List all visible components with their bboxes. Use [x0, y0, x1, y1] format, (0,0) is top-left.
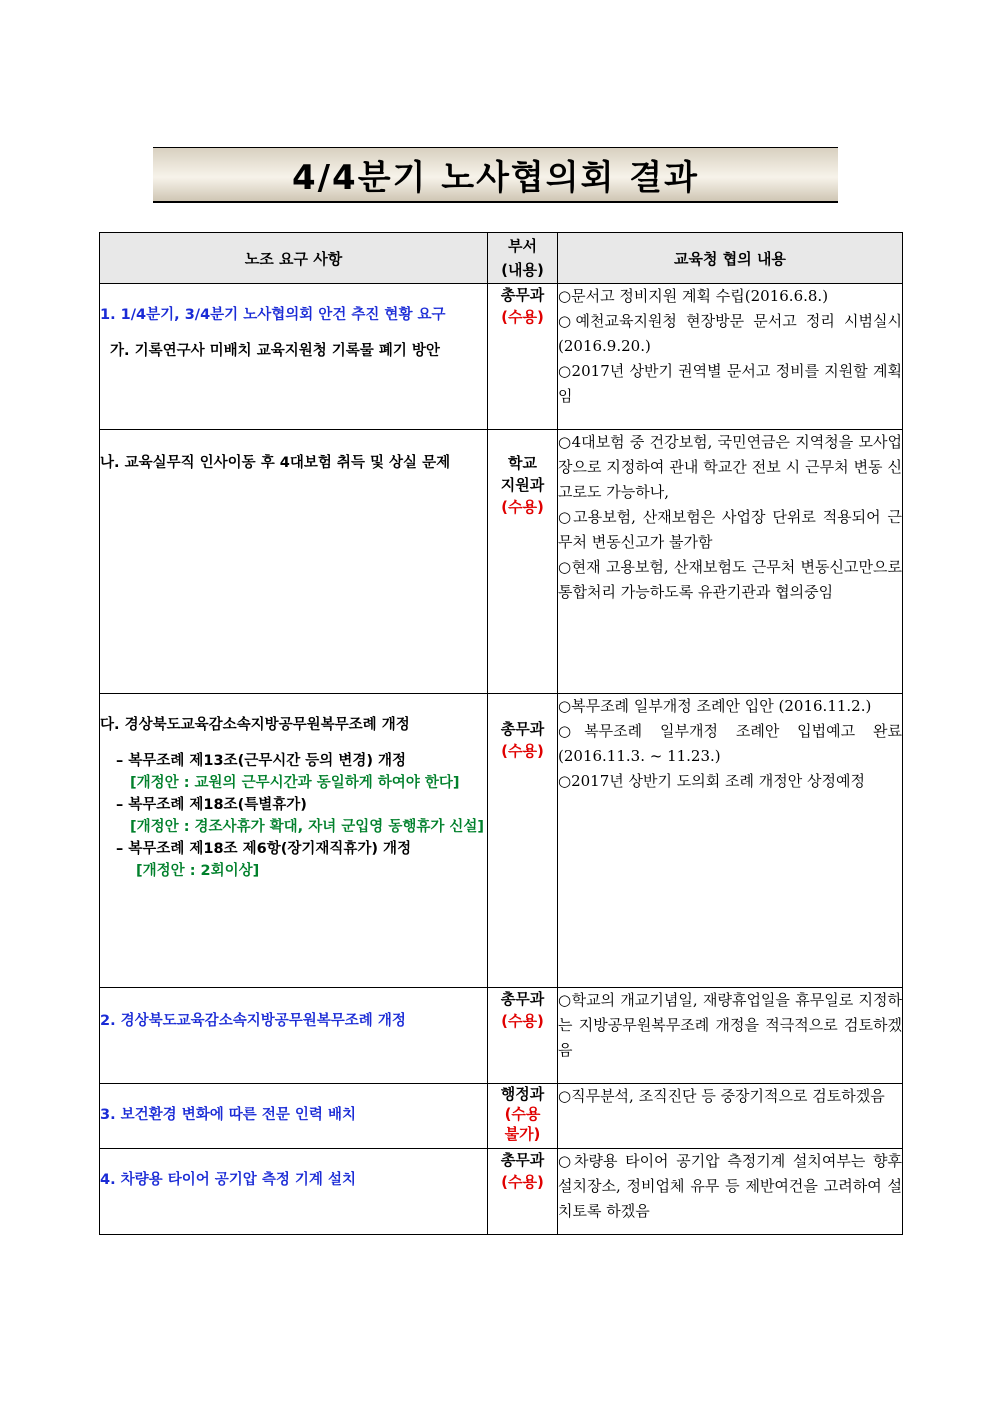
table-row [100, 430, 903, 694]
ordinance-item: – 복무조례 제18조 제6항(장기재직휴가) 개정 [116, 841, 412, 857]
dept-status: (수용) [501, 742, 544, 760]
response-cell [558, 430, 903, 694]
response-cell [558, 1084, 903, 1149]
response-cell [558, 284, 903, 430]
dept-cell [488, 430, 558, 694]
response-item: ○2017년 상반기 도의회 조례 개정안 상정예정 [558, 772, 865, 790]
dept-cell [488, 988, 558, 1084]
title-banner [153, 147, 838, 203]
demand-item: 4. 차량용 타이어 공기압 측정 기계 설치 [100, 1172, 356, 1188]
header-dept-text: 부서 (내용) [501, 237, 544, 279]
response-item: ○복무조례 일부개정 조례안 입법예고 완료(2016.11.3. ~ 11.23.) [558, 722, 902, 765]
demand-cell [100, 1084, 488, 1149]
demand-cell [100, 430, 488, 694]
demand-cell [100, 694, 488, 988]
demand-cell [100, 284, 488, 430]
dept-status: (수용) [501, 498, 544, 516]
demand-cell [100, 988, 488, 1084]
table-row [100, 694, 903, 988]
amendment-note: [개정안 : 교원의 근무시간과 동일하게 하여야 한다] [130, 775, 460, 791]
dept-name: 총무과 [500, 720, 545, 738]
dept-cell [488, 1084, 558, 1149]
demand-sub-item: 가. 기록연구사 미배치 교육지원청 기록물 폐기 방안 [110, 343, 440, 359]
response-item: ○고용보험, 산재보험은 사업장 단위로 적용되어 근무처 변동신고가 불가함 [558, 508, 902, 551]
dept-status: (수용) [501, 1012, 544, 1030]
dept-cell [488, 694, 558, 988]
table-header-row [100, 233, 903, 284]
dept-cell [488, 1149, 558, 1235]
response-item: ○직무분석, 조직진단 등 중장기적으로 검토하겠음 [558, 1087, 885, 1105]
dept-name: 행정과 [500, 1085, 545, 1103]
response-item: ○2017년 상반기 권역별 문서고 정비를 지원할 계획임 [558, 362, 902, 405]
demand-item: 3. 보건환경 변화에 따른 전문 인력 배치 [100, 1107, 356, 1123]
dept-name: 총무과 [500, 286, 545, 304]
table-row [100, 988, 903, 1084]
demand-item: 2. 경상북도교육감소속지방공무원복무조례 개정 [100, 1013, 406, 1029]
header-demand: 노조 요구 사항 [100, 233, 488, 284]
dept-name: 지원과 [500, 476, 545, 494]
dept-status: 불가) [504, 1125, 541, 1143]
response-item: ○예천교육지원청 현장방문 문서고 정리 시범실시 (2016.9.20.) [558, 312, 902, 355]
dept-status: (수용 [504, 1105, 541, 1123]
response-item: ○현재 고용보험, 산재보험도 근무처 변동신고만으로 통합처리 가능하도록 유관기관과 협의중임 [558, 558, 902, 601]
dept-status: (수용) [501, 308, 544, 326]
response-item: ○4대보험 중 건강보험, 국민연금은 지역청을 모사업장으로 지정하여 관내 학교간 전보 시 근무처 변동 신고로도 가능하나, [558, 433, 902, 501]
response-item: ○복무조례 일부개정 조례안 입안 (2016.11.2.) [558, 697, 872, 715]
response-cell [558, 988, 903, 1084]
demand-sub-item: 나. 교육실무직 인사이동 후 4대보험 취득 및 상실 문제 [100, 455, 451, 471]
response-item: ○학교의 개교기념일, 재량휴업일을 휴무일로 지정하는 지방공무원복무조례 개정을 적극적으로 검토하겠음 [558, 991, 902, 1059]
table-row [100, 1149, 903, 1235]
dept-name: 총무과 [500, 990, 545, 1008]
demand-item: 1. 1/4분기, 3/4분기 노사협의회 안건 추진 현황 요구 [100, 307, 446, 323]
table-row [100, 284, 903, 430]
demand-cell [100, 1149, 488, 1235]
response-item: ○차량용 타이어 공기압 측정기계 설치여부는 향후 설치장소, 정비업체 유무 등 제반여건을 고려하여 설치토록 하겠음 [558, 1152, 902, 1220]
amendment-note: [개정안 : 경조사휴가 확대, 자녀 군입영 동행휴가 신설] [130, 819, 485, 835]
ordinance-item: – 복무조례 제18조(특별휴가) [116, 797, 307, 813]
dept-status: (수용) [501, 1173, 544, 1191]
dept-name: 학교 [508, 454, 537, 472]
dept-cell [488, 284, 558, 430]
header-response: 교육청 협의 내용 [558, 233, 903, 284]
table-row [100, 1084, 903, 1149]
response-cell [558, 694, 903, 988]
response-item: ○문서고 정비지원 계획 수립(2016.6.8.) [558, 287, 829, 305]
amendment-note: [개정안 : 2회이상] [136, 863, 260, 879]
dept-name: 총무과 [500, 1151, 545, 1169]
response-cell [558, 1149, 903, 1235]
ordinance-item: – 복무조례 제13조(근무시간 등의 변경) 개정 [116, 753, 407, 769]
agreement-table [99, 232, 903, 1235]
demand-sub-item: 다. 경상북도교육감소속지방공무원복무조례 개정 [100, 717, 410, 733]
page-title: 4/4분기 노사협의회 결과 [291, 158, 699, 198]
header-dept [488, 233, 558, 284]
